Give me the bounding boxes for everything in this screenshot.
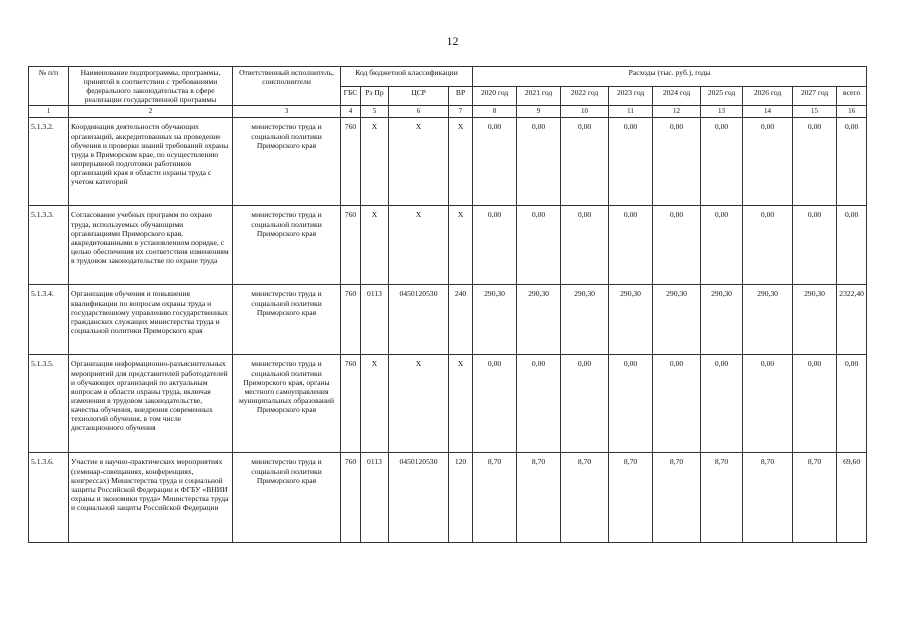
row-value: 8,70 [517, 453, 561, 543]
row-value: 290,30 [609, 285, 653, 355]
row-total: 0,00 [837, 206, 867, 285]
row-num: 5.1.3.5. [29, 355, 69, 453]
row-value: 290,30 [701, 285, 743, 355]
row-total: 0,00 [837, 118, 867, 206]
row-value: 290,30 [793, 285, 837, 355]
header-year: 2020 год [473, 86, 517, 106]
col-number: 2 [69, 106, 233, 118]
col-number: 15 [793, 106, 837, 118]
row-value: 8,70 [743, 453, 793, 543]
row-num: 5.1.3.4. [29, 285, 69, 355]
table-row [29, 285, 867, 355]
row-rzpr: 0113 [361, 285, 389, 355]
row-csr: 0450120530 [389, 285, 449, 355]
header-responsible: Ответственный исполнитель, соисполнители [233, 67, 341, 106]
col-number: 10 [561, 106, 609, 118]
col-number: 7 [449, 106, 473, 118]
row-value: 0,00 [473, 206, 517, 285]
row-vr: 120 [449, 453, 473, 543]
row-name: Организация информационно-разъяснительных мероприятий для представителей работодателей и обучающих организаций по актуальным вопросам в области охраны труда, включая изменения в трудовом законодательстве, качества обучения, внедрения современных технологий обучения, в том числе дистанционного обучения [69, 355, 233, 453]
row-value: 0,00 [701, 118, 743, 206]
row-grbs: 760 [341, 206, 361, 285]
header-year: 2026 год [743, 86, 793, 106]
col-number: 11 [609, 106, 653, 118]
col-number: 4 [341, 106, 361, 118]
row-value: 0,00 [517, 118, 561, 206]
row-responsible: министерство труда и социальной политики Приморского края [233, 285, 341, 355]
row-value: 290,30 [653, 285, 701, 355]
row-value: 0,00 [561, 355, 609, 453]
table-row [29, 118, 867, 206]
row-responsible: министерство труда и социальной политики Приморского края [233, 453, 341, 543]
col-number: 5 [361, 106, 389, 118]
row-responsible: министерство труда и социальной политики Приморского края, органы местного самоуправления муниципальных образований Приморского края [233, 355, 341, 453]
row-csr: X [389, 118, 449, 206]
row-name: Участие в научно-практических мероприятиях (семинар-совещаниях, конференциях, конгрессах) Министерства труда и социальной защиты Российской Федерации и ФГБУ «ВНИИ охраны и экономики труда» Министерства труда и социальной защиты Российской Федерации [69, 453, 233, 543]
col-number: 6 [389, 106, 449, 118]
row-value: 0,00 [701, 355, 743, 453]
row-vr: X [449, 206, 473, 285]
row-rzpr: X [361, 206, 389, 285]
row-value: 0,00 [609, 355, 653, 453]
row-value: 8,70 [793, 453, 837, 543]
row-value: 0,00 [743, 355, 793, 453]
row-vr: X [449, 355, 473, 453]
header-year: 2027 год [793, 86, 837, 106]
row-value: 0,00 [517, 355, 561, 453]
row-value: 290,30 [517, 285, 561, 355]
row-value: 290,30 [473, 285, 517, 355]
header-name: Наименование подпрограммы, программы, принятой в соответствии с требованиями федерального законодательства в сфере реализации государственной программы [69, 67, 233, 106]
header-year: 2021 год [517, 86, 561, 106]
budget-table [28, 66, 867, 543]
row-total: 2322,40 [837, 285, 867, 355]
row-value: 0,00 [609, 118, 653, 206]
header-year: 2022 год [561, 86, 609, 106]
row-rzpr: X [361, 355, 389, 453]
column-numbers-row [29, 106, 867, 118]
row-value: 8,70 [653, 453, 701, 543]
col-number: 3 [233, 106, 341, 118]
row-name: Координация деятельности обучающих организаций, аккредитованных на проведение обучения и проверки знаний требований охраны труда в Приморском крае, по осуществлению непрерывной подготовки работников организаций края в области охраны труда с учетом категорий [69, 118, 233, 206]
col-number: 8 [473, 106, 517, 118]
header-vr: ВР [449, 86, 473, 106]
header-grbs: ГБС [341, 86, 361, 106]
row-name: Согласование учебных программ по охране труда, используемых обучающими организациями Приморского края, аккредитованными в установленном порядке, с целью обеспечения их соответствия изменениям в трудовом законодательстве по охране труда [69, 206, 233, 285]
row-total: 0,00 [837, 355, 867, 453]
row-value: 0,00 [743, 118, 793, 206]
table-row [29, 453, 867, 543]
row-value: 0,00 [701, 206, 743, 285]
row-value: 8,70 [561, 453, 609, 543]
row-value: 290,30 [561, 285, 609, 355]
row-name: Организация обучения и повышения квалификации по вопросам охраны труда и государственному управлению государственных гражданских служащих министерства труда и социальной политики Приморского края [69, 285, 233, 355]
col-number: 13 [701, 106, 743, 118]
row-value: 0,00 [473, 355, 517, 453]
row-num: 5.1.3.3. [29, 206, 69, 285]
row-rzpr: X [361, 118, 389, 206]
row-grbs: 760 [341, 355, 361, 453]
header-year: 2023 год [609, 86, 653, 106]
row-num: 5.1.3.6. [29, 453, 69, 543]
header-total: всего [837, 86, 867, 106]
row-vr: 240 [449, 285, 473, 355]
row-value: 0,00 [793, 355, 837, 453]
row-num: 5.1.3.2. [29, 118, 69, 206]
row-value: 0,00 [653, 355, 701, 453]
row-grbs: 760 [341, 285, 361, 355]
col-number: 1 [29, 106, 69, 118]
table-row [29, 355, 867, 453]
row-value: 8,70 [609, 453, 653, 543]
header-num: № п/п [29, 67, 69, 106]
row-responsible: министерство труда и социальной политики Приморского края [233, 118, 341, 206]
row-value: 0,00 [609, 206, 653, 285]
row-value: 0,00 [653, 206, 701, 285]
row-value: 0,00 [743, 206, 793, 285]
row-csr: X [389, 206, 449, 285]
row-grbs: 760 [341, 118, 361, 206]
header-csr: ЦСР [389, 86, 449, 106]
row-value: 0,00 [561, 118, 609, 206]
row-value: 0,00 [517, 206, 561, 285]
col-number: 12 [653, 106, 701, 118]
row-value: 8,70 [701, 453, 743, 543]
row-csr: X [389, 355, 449, 453]
row-value: 8,70 [473, 453, 517, 543]
page-number: 12 [446, 34, 459, 48]
row-value: 0,00 [793, 118, 837, 206]
col-number: 14 [743, 106, 793, 118]
header-budget-code: Код бюджетной классификации [341, 67, 473, 87]
row-value: 0,00 [561, 206, 609, 285]
row-rzpr: 0113 [361, 453, 389, 543]
col-number: 16 [837, 106, 867, 118]
header-year: 2025 год [701, 86, 743, 106]
row-csr: 0450120530 [389, 453, 449, 543]
row-value: 290,30 [743, 285, 793, 355]
row-value: 0,00 [473, 118, 517, 206]
table-row [29, 206, 867, 285]
header-expenses: Расходы (тыс. руб.), годы [473, 67, 867, 87]
header-year: 2024 год [653, 86, 701, 106]
row-value: 0,00 [793, 206, 837, 285]
row-responsible: министерство труда и социальной политики Приморского края [233, 206, 341, 285]
header-rzpr: Рз Пр [361, 86, 389, 106]
col-number: 9 [517, 106, 561, 118]
row-total: 69,60 [837, 453, 867, 543]
row-value: 0,00 [653, 118, 701, 206]
row-grbs: 760 [341, 453, 361, 543]
row-vr: X [449, 118, 473, 206]
